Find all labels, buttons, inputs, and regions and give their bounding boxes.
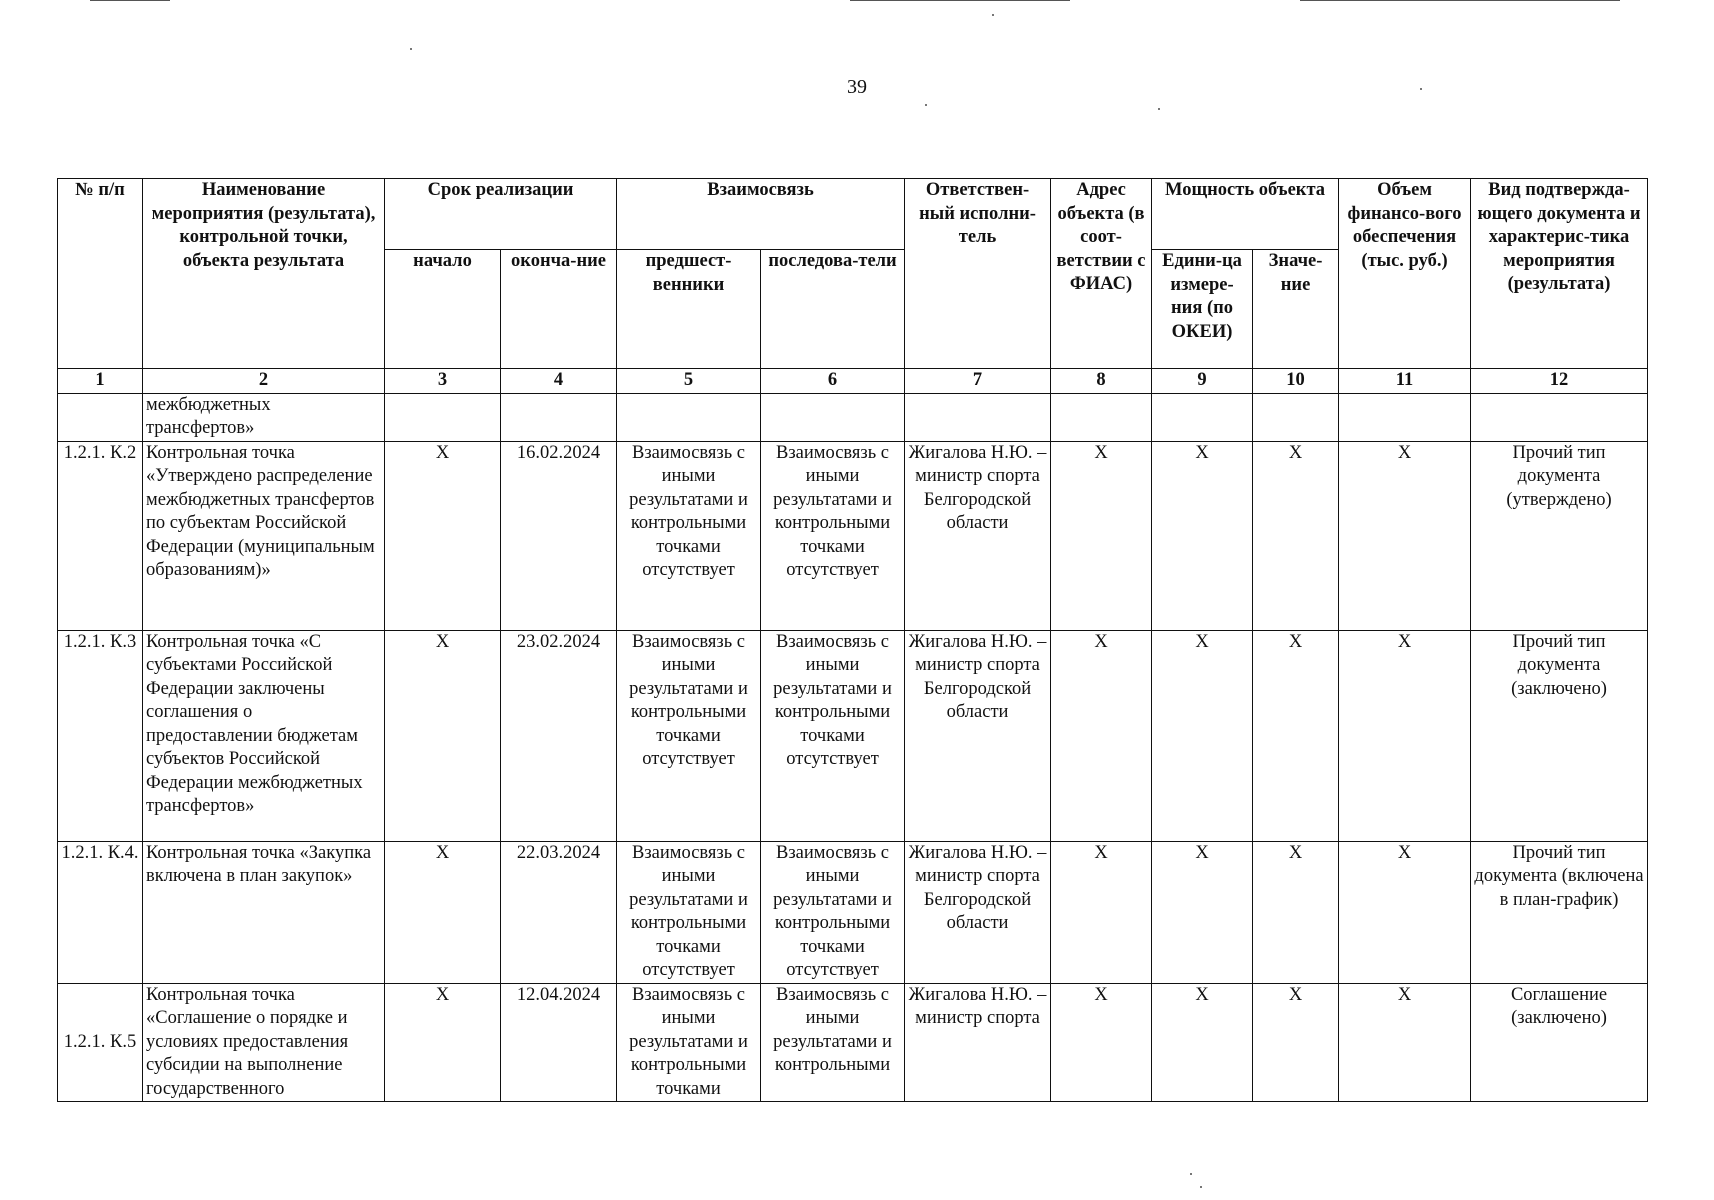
row-znach: X [1253,983,1339,1102]
header-vzaim-prev: предшест-венники [617,250,761,369]
row-end: 12.04.2024 [501,983,617,1102]
row-start: X [385,983,501,1102]
row-name: Контрольная точка «Соглашение о порядке и условиях предоставления субсидии на выполнение государственного [143,983,385,1102]
row-start: X [385,441,501,630]
col-number: 3 [385,369,501,394]
row-adres: X [1051,630,1152,841]
table-row [58,630,1648,841]
header-obem: Объем финансо-вого обеспечения (тыс. руб.) [1339,179,1471,369]
row-ed: X [1152,630,1253,841]
col-number: 1 [58,369,143,394]
row-adres: X [1051,983,1152,1102]
row-end: 23.02.2024 [501,630,617,841]
row-number: 1.2.1. К.3 [58,630,143,841]
scan-speck [1190,1173,1192,1175]
col-number: 4 [501,369,617,394]
row-otv: Жигалова Н.Ю. – министр спорта [905,983,1051,1102]
row-start: X [385,630,501,841]
row-name: Контрольная точка «С субъектами Российской Федерации заключены соглашения о предоставлении бюджетам субъектов Российской Федерации межбюджетных трансфертов» [143,630,385,841]
table-row [58,983,1648,1102]
row-znach: X [1253,630,1339,841]
header-vid: Вид подтвержда-ющего документа и характерис-тика мероприятия (результата) [1471,179,1648,369]
scan-speck [1200,1186,1202,1188]
row-name: Контрольная точка «Утверждено распределение межбюджетных трансфертов по субъектам Российской Федерации (муниципальным образованиям)» [143,441,385,630]
row-prev: Взаимосвязь с иными результатами и контрольными точками отсутствует [617,441,761,630]
header-vzaim-next: последова-тели [761,250,905,369]
row-number: 1.2.1. К.5 [58,983,143,1102]
col-number: 5 [617,369,761,394]
row-end: 22.03.2024 [501,841,617,983]
header-srok-start: начало [385,250,501,369]
table-row [58,841,1648,983]
row-doc: Прочий тип документа (включена в план-график) [1471,841,1648,983]
row-znach: X [1253,841,1339,983]
row-next: Взаимосвязь с иными результатами и контрольными [761,983,905,1102]
col-number: 8 [1051,369,1152,394]
scan-speck [1158,108,1160,110]
row-ed: X [1152,841,1253,983]
row-ed: X [1152,441,1253,630]
row-start: X [385,841,501,983]
row-doc: Прочий тип документа (утверждено) [1471,441,1648,630]
row-number: 1.2.1. К.4. [58,841,143,983]
scan-edge-line [1300,0,1620,1]
row-otv: Жигалова Н.Ю. – министр спорта Белгородской области [905,630,1051,841]
row-znach: X [1253,441,1339,630]
scan-edge-line [850,0,1070,1]
row-ed: X [1152,983,1253,1102]
header-moshch: Мощность объекта [1152,179,1339,250]
continuation-row [58,393,1648,441]
row-prev: Взаимосвязь с иными результатами и контрольными точками отсутствует [617,630,761,841]
scan-speck [992,14,994,16]
header-adres: Адрес объекта (в соот-ветствии с ФИАС) [1051,179,1152,369]
header-srok-end: оконча-ние [501,250,617,369]
row-next: Взаимосвязь с иными результатами и контрольными точками отсутствует [761,630,905,841]
col-number: 6 [761,369,905,394]
header-vzaim: Взаимосвязь [617,179,905,250]
row-end: 16.02.2024 [501,441,617,630]
header-name: Наименование мероприятия (результата), контрольной точки, объекта результата [143,179,385,369]
scan-speck [1420,88,1422,90]
table-row [58,441,1648,630]
row-doc: Соглашение (заключено) [1471,983,1648,1102]
header-num: № п/п [58,179,143,369]
col-number: 11 [1339,369,1471,394]
header-row-1 [58,179,1648,250]
col-number: 2 [143,369,385,394]
col-number: 7 [905,369,1051,394]
col-number: 12 [1471,369,1648,394]
row-adres: X [1051,841,1152,983]
row-obem: X [1339,841,1471,983]
row-adres: X [1051,441,1152,630]
header-srok: Срок реализации [385,179,617,250]
row-prev: Взаимосвязь с иными результатами и контрольными точками [617,983,761,1102]
row-obem: X [1339,630,1471,841]
col-number: 9 [1152,369,1253,394]
row-next: Взаимосвязь с иными результатами и контрольными точками отсутствует [761,441,905,630]
row-obem: X [1339,441,1471,630]
row-next: Взаимосвязь с иными результатами и контрольными точками отсутствует [761,841,905,983]
scan-edge-line [90,0,170,1]
header-ed: Едини-ца измере-ния (по ОКЕИ) [1152,250,1253,369]
continuation-text: межбюджетных трансфертов» [143,393,385,441]
row-otv: Жигалова Н.Ю. – министр спорта Белгородской области [905,841,1051,983]
scan-speck [410,48,412,50]
row-prev: Взаимосвязь с иными результатами и контрольными точками отсутствует [617,841,761,983]
header-znach: Значе-ние [1253,250,1339,369]
col-number: 10 [1253,369,1339,394]
row-name: Контрольная точка «Закупка включена в план закупок» [143,841,385,983]
header-otv: Ответствен-ный исполни-тель [905,179,1051,369]
activities-table [57,178,1648,1102]
row-doc: Прочий тип документа (заключено) [1471,630,1648,841]
scan-speck [925,104,927,106]
column-number-row [58,369,1648,394]
row-obem: X [1339,983,1471,1102]
page-number: 39 [847,76,867,98]
row-otv: Жигалова Н.Ю. – министр спорта Белгородской области [905,441,1051,630]
row-number: 1.2.1. К.2 [58,441,143,630]
